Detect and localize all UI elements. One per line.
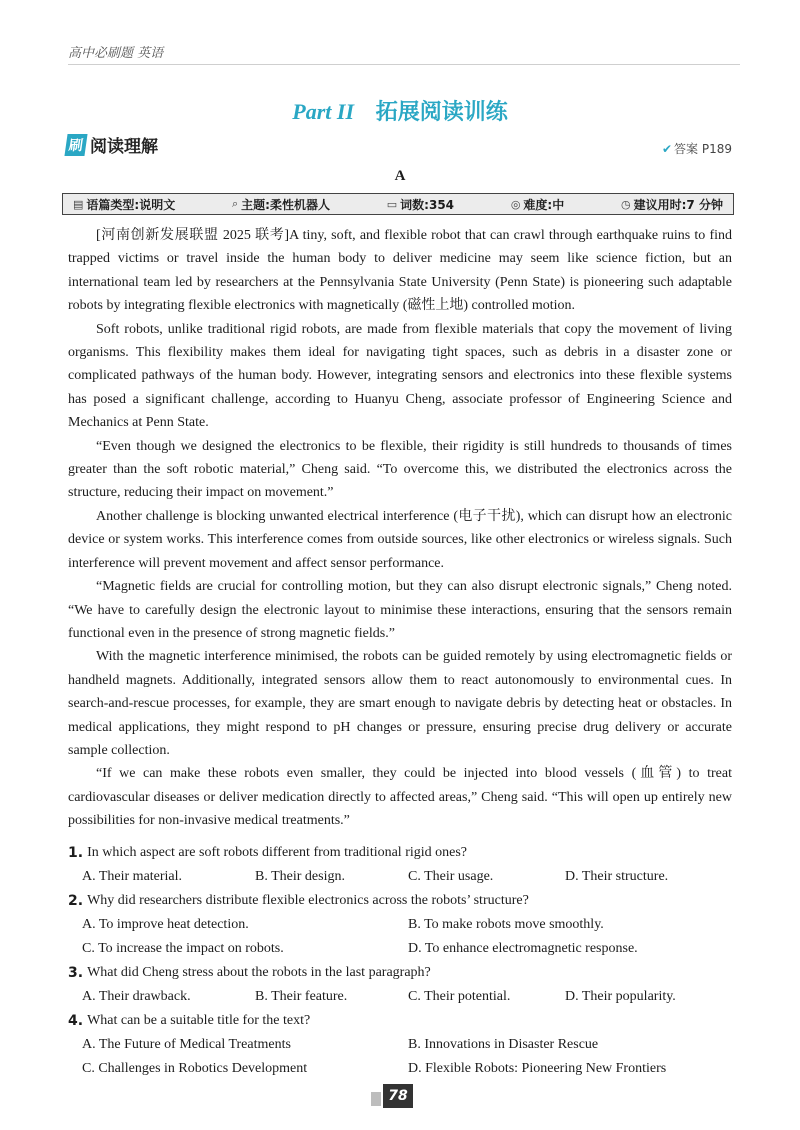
info-difficulty-text: 难度:中 [523,197,565,212]
info-time-text: 建议用时:7 分钟 [633,197,723,212]
option: B. Their feature. [255,989,348,1004]
option: B. To make robots move smoothly. [408,917,604,932]
clock-icon: ◷ [621,197,631,211]
option: A. The Future of Medical Treatments [82,1037,291,1052]
option: C. Challenges in Robotics Development [82,1061,308,1076]
paragraph: [河南创新发展联盟 2025 联考]A tiny, soft, and flexible robot that can crawl through earthquake ruins to find trapped victims or travel inside the human body to deliver medicine may seem like science fiction, but an international team led by researchers at the Pennsylvania State University (Penn State) is pioneering such adaptable robots by integrating flexible electronics with magnetically (磁性上地) controlled motion. [68,228,732,314]
header-rule [68,64,740,65]
page-number: 78 [383,1084,413,1108]
section-heading [66,132,158,157]
info-words-text: 词数:354 [400,197,455,212]
checkmark-icon: ✔ [661,142,673,156]
option: D. To enhance electromagnetic response. [408,941,638,956]
paragraph: “Even though we designed the electronics to be flexible, their rigidity is still hundreds to thousands of times greater than the soft robotic material,” Cheng said. “To overcome this, we distributed the electronics across the structure, reducing their impact on movement.” [68,438,732,501]
option: C. Their usage. [408,869,494,884]
info-time [621,196,723,213]
question-text: Why did researchers distribute flexible electronics across the robots’ structure? [87,893,529,908]
passage-letter: A [394,168,406,184]
question-stem [68,841,732,865]
word-count-icon: ▭ [386,197,398,211]
part-title-cn: 拓展阅读训练 [375,100,508,125]
option: D. Flexible Robots: Pioneering New Frontiers [408,1061,667,1076]
info-type [73,196,175,213]
paragraph: “If we can make these robots even smaller, they could be injected into blood vessels (血管) to treat cardiovascular diseases or deliver medication directly to affected areas,” Cheng said. “This will open up entirely new possibilities for non-invasive medical treatments.” [68,766,732,829]
part-title-en: Part II [292,99,355,124]
option: B. Their design. [255,869,345,884]
section-mark: 刷 [64,134,87,156]
question-number: 4. [68,1013,84,1029]
search-icon: ⌕ [232,197,239,210]
info-topic [232,196,330,213]
option: D. Their structure. [565,869,669,884]
page-number-decoration [371,1092,381,1106]
question-text: In which aspect are soft robots different from traditional rigid ones? [87,845,468,860]
info-difficulty [511,196,564,213]
options-row [68,1033,732,1081]
answer-reference [662,140,732,157]
info-type-text: 语篇类型:说明文 [86,197,176,212]
option: B. Innovations in Disaster Rescue [408,1037,599,1052]
question-number: 2. [68,893,84,909]
paragraph: With the magnetic interference minimised, the robots can be guided remotely by using electromagnetic fields or handheld magnets. Additionally, integrated sensors allow them to react autonomously to environmental cues. In search-and-rescue processes, for example, they are smart enough to navigate debris by detecting heat or obstacles. In medical applications, they might respond to pH changes or pressure, ensuring precise drug delivery or accurate sample collection. [68,649,732,758]
question-text: What did Cheng stress about the robots in the last paragraph? [87,965,431,980]
question-stem [68,961,732,985]
paragraph: Soft robots, unlike traditional rigid robots, are made from flexible materials that copy the movement of living organisms. This flexibility makes them ideal for navigating tight spaces, such as debris in a disaster zone or complicated pathways of the human body. However, integrating sensors and electronics into these flexible systems has posed a significant challenge, according to Huanyu Cheng, associate professor of Engineering Science and Mechanics at Penn State. [68,321,732,431]
question-text: What can be a suitable title for the text? [87,1013,311,1028]
part-title [0,95,800,126]
options-row [68,985,732,1009]
section-label: 阅读理解 [90,137,158,157]
passage [68,224,732,833]
question-stem [68,1009,732,1033]
info-words [387,196,454,213]
options-row [68,913,732,961]
option: C. To increase the impact on robots. [82,941,284,956]
option: D. Their popularity. [565,989,676,1004]
document-icon: ▤ [73,197,84,211]
question-stem [68,889,732,913]
options-row [68,865,732,889]
difficulty-icon: ◎ [510,197,521,211]
option: A. Their material. [82,869,183,884]
question-number: 1. [68,845,84,861]
option: C. Their potential. [408,989,511,1004]
answer-reference-text: 答案 P189 [674,142,732,156]
info-topic-text: 主题:柔性机器人 [241,197,330,212]
option: A. Their drawback. [82,989,191,1004]
info-bar [62,193,734,215]
questions [68,841,732,1081]
paragraph: “Magnetic fields are crucial for controlling motion, but they can also disrupt electronic signals,” Cheng noted. “We have to carefully design the electronic layout to minimise these interactions, ensuring that the sensors remain functional even in the presence of strong magnetic fields.” [68,579,732,641]
paragraph: Another challenge is blocking unwanted electrical interference (电子干扰), which can disrupt how an electronic device or system works. This interference comes from outside sources, like other electronics or wireless signals. Such interference will prevent movement and affect sensor performance. [68,508,732,571]
option: A. To improve heat detection. [82,917,249,932]
running-header: 高中必刷题 英语 [68,46,164,61]
question-number: 3. [68,965,84,981]
